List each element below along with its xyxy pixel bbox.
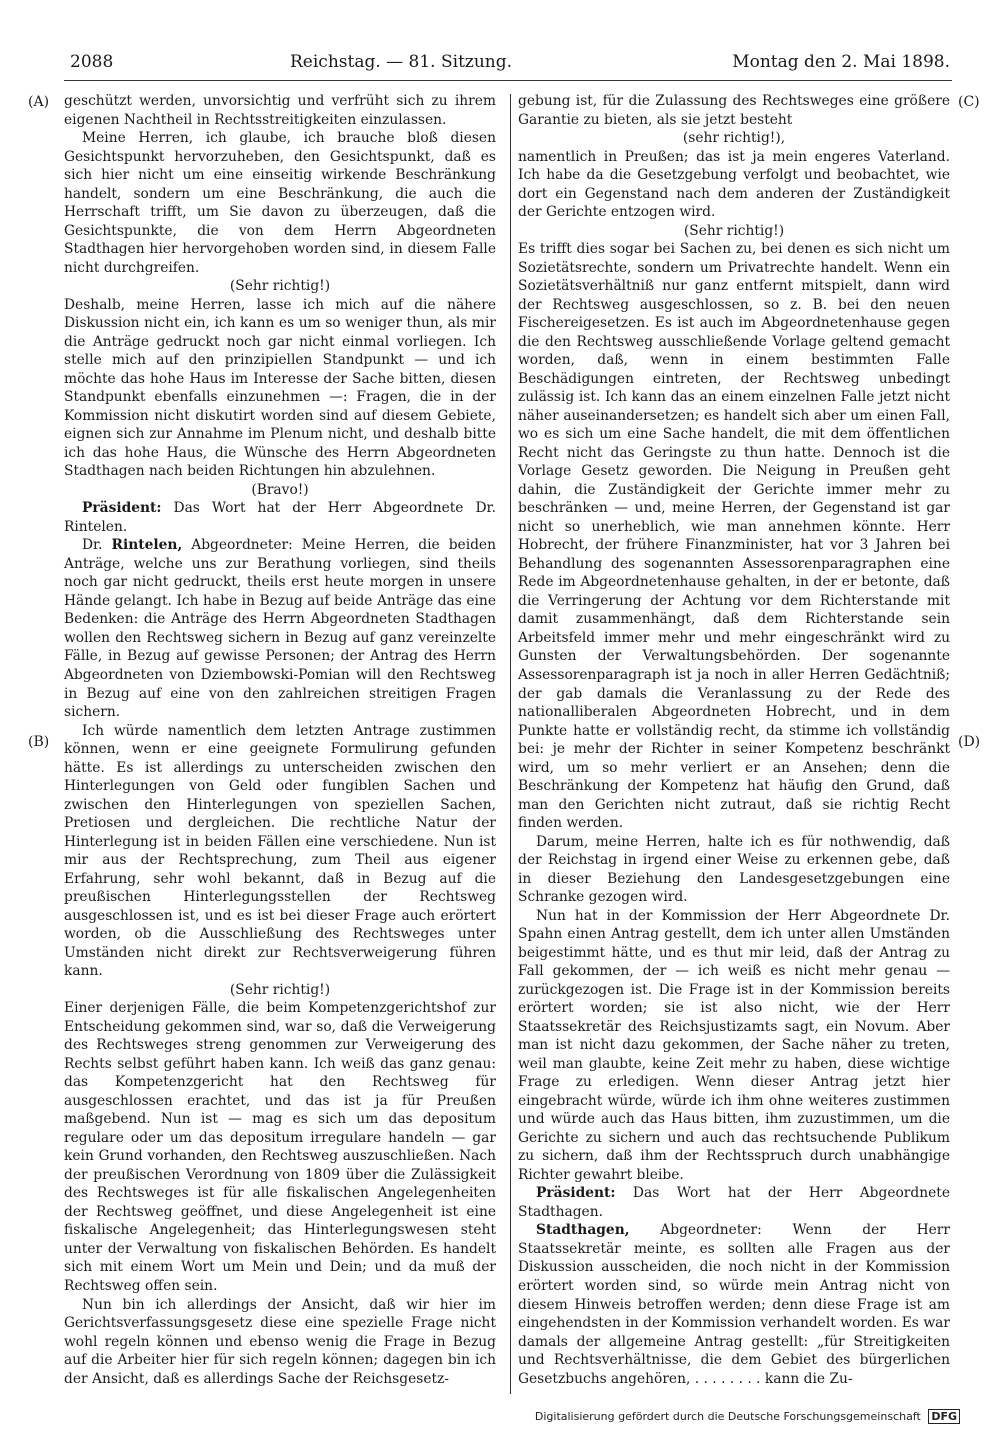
paragraph: namentlich in Preußen; das ist ja mein engeres Vaterland. Ich habe da die Gesetzgebung verfolgt und beobachtet, wie dort ein Gegenstand nach dem anderen der Zuständigkeit der Gerichte entzogen wird. [518,148,950,221]
speaker-name: Rintelen, [111,537,183,554]
speaker-paragraph [518,1184,950,1221]
interjection: (sehr richtig!), [682,130,786,147]
right-column [518,92,950,1388]
speech-text: Das Wort hat der Herr Abgeordnete Stadthagen. [518,1185,950,1220]
running-title: Reichstag. — 81. Sitzung. [290,52,513,72]
paragraph: Ich würde namentlich dem letzten Antrage zustimmen können, wenn er eine geeignete Formulirung gefunden hätte. Es ist allerdings zu unterscheiden zwischen den Hinterlegungen von Geld oder fungiblen Sachen und zwischen den Hinterlegungen von speziellen Sachen, Pretiosen und dergleichen. Die rechtliche Natur der Hinterlegung ist in beiden Fällen eine verschiedene. Nun ist mir aus der Rechtsprechung, zum Theil aus eigener Erfahrung, sehr wohl bekannt, daß in Bezug auf die preußischen Hinterlegungsstellen der Rechtsweg ausgeschlossen ist, und es ist bei dieser Frage auch erörtert worden, ob die Ausschließung des Rechtsweges unter Umständen nicht direkt zur Rechtsverweigerung führen kann. [64,722,496,980]
interjection: (Bravo!) [251,481,309,498]
paragraph: Nun hat in der Kommission der Herr Abgeordnete Dr. Spahn einen Antrag gestellt, dem ich unter allen Umständen beigestimmt hätte, und es thut mir leid, daß der Antrag zu Fall gekommen, der — ich weiß es nicht mehr genau — zurückgezogen ist. Die Frage ist in der Kommission bereits erörtert worden; sie ist also nicht, wie der Herr Staatssekretär des Reichsjustizamts sagt, ein Novum. Aber man ist nicht dazu gekommen, der Sache näher zu treten, weil man glaubte, keine Zeit mehr zu haben, diese wichtige Frage zu erledigen. Wenn dieser Antrag jetzt hier eingebracht würde, würde ich ihm ohne weiteres zustimmen und würde auch das Haus bitten, ihm zuzustimmen, um die Gerichte zu sichern und auch das rechtsuchende Publikum zu sichern, daß ihm der Rechtsspruch durch unabhängige Richter gewahrt bleibe. [518,907,950,1183]
speech-text: Abgeordneter: Wenn der Herr Staatssekretär meinte, es sollten alle Fragen aus der Diskussion ausscheiden, die noch nicht in der Kommission erörtert worden sind, so würde mein Antrag nicht von diesem Hinweis betroffen werden; denn diese Frage ist am eingehendsten in der Kommission verhandelt worden. Es war damals der allgemeine Antrag gestellt: „für Streitigkeiten und Rechtsverhältnisse, die dem Gebiet des bürgerlichen Gesetzbuchs angehören, . . . . . . . . kann die Zu- [518,1222,950,1387]
credit-text: Digitalisierung gefördert durch die Deutsche Forschungsgemeinschaft [534,1410,921,1423]
digitization-credit [535,1410,960,1423]
paragraph: Es trifft dies sogar bei Sachen zu, bei denen es sich nicht um Sozietätsrechte, sondern um Privatrechte handelt. Wenn ein Sozietätsverhältniß nur ganz entfernt mitspielt, dann wird der Rechtsweg ausgeschlossen, so z. B. bei den neuen Fischereigesetzen. Es ist auch im Abgeordnetenhause gegen die den Rechtsweg ausschließende Vorlage geltend gemacht worden, daß, wenn in einem bestimmten Falle Beschädigungen eintreten, der Rechtsweg unbedingt zulässig ist. Ich kann das an einem einzelnen Falle jetzt nicht näher auseinandersetzen; es handelt sich aber um einen Fall, wo es sich um eine Sache handelt, die mit dem öffentlichen Recht nicht das Geringste zu thun hatte. Dennoch ist die Vorlage Gesetz geworden. Die Neigung in Preußen geht dahin, die Zuständigkeit der Gerichte immer mehr zu beschränken — und, meine Herren, der Gegenstand ist gar nicht so unerheblich, wie man annehmen könnte. Herr Hobrecht, der frühere Finanzminister, hat vor 3 Jahren bei Behandlung des sogenannten Assessorenparagraphen eine Rede im Abgeordnetenhause gehalten, in der er betonte, daß die Verringerung der Achtung vor dem Richterstande mit damit zusammenhängt, daß dem Richterstande sein Arbeitsfeld immer mehr und mehr eingeschränkt wird zu Gunsten der Verwaltungsbehörden. Der sogenannte Assessorenparagraph ist ja noch in aller Herren Gedächtniß; der gab damals die Veranlassung zu der Rede des nationalliberalen Abgeordneten Hobrecht, und in dem Punkte hatte er vollständig recht, da stimme ich vollständig bei: je mehr der Richter in seiner Kompetenz beschränkt wird, um so mehr verliert er an Ansehen; denn die Beschränkung der Kompetenz hat häufig den Grund, daß man den Gerichten nicht zutraut, daß sie richtig Recht finden werden. [518,241,950,832]
margin-marker-a: (A) [28,94,50,110]
paragraph: Darum, meine Herren, halte ich es für nothwendig, daß der Reichstag in irgend einer Weise zu erkennen gebe, daß in dieser Beziehung den Landesgesetzgebungen eine Schranke gezogen wird. [518,833,950,906]
paragraph: Meine Herren, ich glaube, ich brauche bloß diesen Gesichtspunkt hervorzuheben, den Gesichtspunkt, daß es sich hier nicht um eine einseitig wirkende Beschränkung handelt, sondern um eine Beschränkung, die auch die Herrschaft trifft, um Sie davon zu überzeugen, daß die Gesichtspunkte, die von dem Herrn Abgeordneten Stadthagen hier hervorgehoben worden sind, in diesem Falle nicht durchgreifen. [64,130,496,276]
paragraph: Nun bin ich allerdings der Ansicht, daß wir hier im Gerichtsverfassungsgesetz diese eine spezielle Frage nicht wohl regeln können und ebenso wenig die Frage in Bezug auf die Arbeiter hier für sich regeln können; dagegen bin ich der Ansicht, daß es allerdings Sache der Reichsgesetz- [64,1296,496,1387]
interjection: (Sehr richtig!) [683,222,785,239]
speech-text: Das Wort hat der Herr Abgeordnete Dr. Rintelen. [64,500,496,535]
session-date: Montag den 2. Mai 1898. [732,52,950,72]
page-number: 2088 [70,52,114,72]
speaker-name: Präsident: [82,500,162,517]
paragraph: Deshalb, meine Herren, lasse ich mich auf die nähere Diskussion nicht ein, ich kann es um so weniger thun, als mir die Anträge gedruckt noch gar nicht einmal vorliegen. Ich stelle mich auf den prinzipiellen Standpunkt — und ich möchte das hohe Haus im Interesse der Sache bitten, diesen Standpunkt ebenfalls einzunehmen —: Fragen, die in der Kommission nicht diskutirt worden sind auf diesem Gebiete, eignen sich zur Annahme im Plenum nicht, und deshalb bitte ich das hohe Haus, die Wünsche des Herrn Abgeordneten Stadthagen nach beiden Richtungen hin abzulehnen. [64,296,496,480]
left-column [64,92,496,1388]
speech-text: Abgeordneter: Meine Herren, die beiden Anträge, welche uns zur Berathung vorliegen, sind theils noch gar nicht gedruckt, theils erst heute morgen in unsere Hände gelangt. Ich habe in Bezug auf beide Anträge das eine Bedenken: die Anträge des Herrn Abgeordneten Stadthagen wollen den Rechtsweg sichern in Bezug auf ganz vereinzelte Fälle, in Bezug auf gewisse Personen; der Antrag des Herrn Abgeordneten von Dziembowski-Pomian will den Rechtsweg in Bezug auf eine von den zahlreichen streitigen Fragen sichern. [64,537,496,721]
interjection: (Sehr richtig!) [229,278,331,295]
margin-marker-b: (B) [28,734,50,750]
header-rule [64,80,952,81]
margin-marker-d: (D) [958,734,981,750]
paragraph: Einer derjenigen Fälle, die beim Kompetenzgerichtshof zur Entscheidung gekommen sind, war so, daß die Verweigerung des Rechtsweges streng genommen zur Verweigerung des Rechts selbst geführt haben kann. Ich weiß das ganz genau: das Kompetenzgericht hat den Rechtsweg für ausgeschlossen erachtet, und das ist ja für Preußen maßgebend. Nun ist — mag es sich um das depositum regulare oder um das depositum irregulare handeln — gar kein Grund vorhanden, den Rechtsweg auszuschließen. Nach der preußischen Verordnung von 1809 über die Zulässigkeit des Rechtsweges ist für alle fiskalischen Angelegenheiten der Rechtsweg geöffnet, und diese Angelegenheit ist eine fiskalische Angelegenheit; das Hinterlegungswesen steht unter der Verwaltung von fiskalischen Behörden. Es handelt sich mit einem Wort um Mein und Dein; und da muß der Rechtsweg offen sein. [64,1000,496,1294]
page-header [70,48,950,78]
speaker-paragraph [64,536,496,721]
speaker-paragraph [64,499,496,536]
speaker-name: Stadthagen, [536,1222,630,1239]
speaker-paragraph [518,1221,950,1388]
paragraph: geschützt werden, unvorsichtig und verfrüht sich zu ihrem eigenen Nachtheil in Rechtsstreitigkeiten einzulassen. [64,93,496,128]
column-divider [510,94,511,1394]
speaker-name: Präsident: [536,1185,616,1202]
interjection: (Sehr richtig!) [229,981,331,998]
speaker-title: Dr. [82,537,112,554]
margin-marker-c: (C) [958,94,980,110]
dfg-logo: DFG [928,1409,960,1424]
paragraph: gebung ist, für die Zulassung des Rechtsweges eine größere Garantie zu bieten, als sie jetzt besteht [518,93,950,128]
